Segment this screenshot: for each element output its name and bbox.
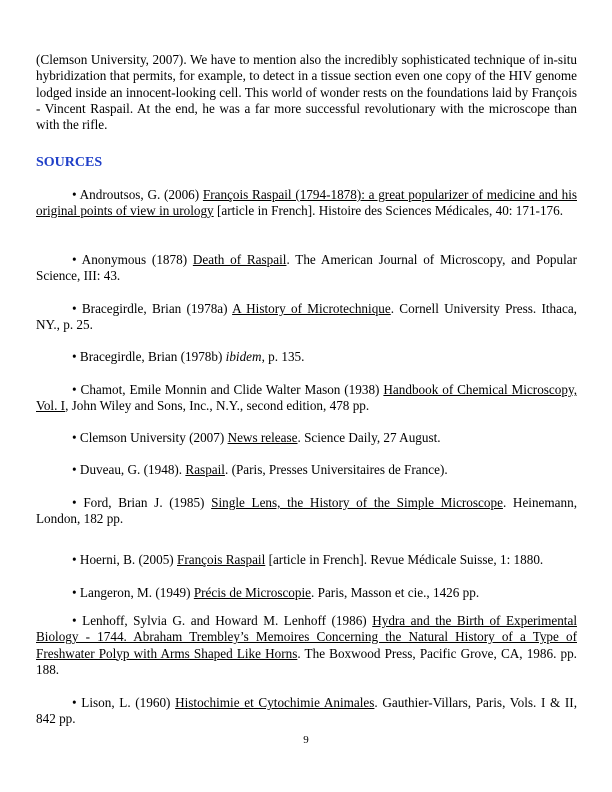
reference-details: . Cornell University Press. Ithaca, NY., p. 25. xyxy=(36,301,577,333)
reference-item xyxy=(36,552,577,568)
reference-item xyxy=(36,695,577,728)
bullet: • xyxy=(72,695,82,710)
bullet: • xyxy=(72,349,80,364)
reference-item xyxy=(36,382,577,415)
reference-item xyxy=(36,187,577,220)
reference-title: Hydra and the Birth of Experimental Biology - 1744. Abraham Trembley’s Memoires Concerning the Natural History of a Type of Freshwater Polyp with Arms Shaped Like Horns xyxy=(36,613,577,661)
reference-item xyxy=(36,430,577,446)
reference-title: Death of Raspail xyxy=(192,252,287,267)
reference-item xyxy=(36,301,577,334)
bullet: • xyxy=(72,252,82,267)
reference-title: Handbook of Chemical Microscopy, Vol. I xyxy=(36,382,577,414)
bullet: • xyxy=(72,301,82,316)
reference-details: . The Boxwood Press, Pacific Grove, CA, 1986. pp. 188. xyxy=(36,645,577,677)
reference-italic: ibidem xyxy=(225,349,262,364)
reference-author: Chamot, Emile Monnin and Clide Walter Mason (1938) xyxy=(80,382,384,397)
reference-author: Duveau, G. (1948). xyxy=(79,462,186,477)
reference-author: Clemson University (2007) xyxy=(79,430,228,445)
reference-author: Hoerni, B. (2005) xyxy=(79,552,177,567)
reference-author: Bracegirdle, Brian (1978a) xyxy=(81,301,233,316)
bullet: • xyxy=(72,613,83,628)
reference-title: Raspail xyxy=(185,462,225,477)
bullet: • xyxy=(72,430,80,445)
reference-author: Androutsos, G. (2006) xyxy=(79,187,203,202)
reference-details: , p. 135. xyxy=(261,349,305,364)
reference-author: Lison, L. (1960) xyxy=(81,695,176,710)
reference-title: François Raspail (1794-1878): a great popularizer of medicine and his original points of view in urology xyxy=(36,187,577,219)
reference-author: Bracegirdle, Brian (1978b) xyxy=(79,349,226,364)
reference-author: Langeron, M. (1949) xyxy=(79,585,194,600)
sources-heading: SOURCES xyxy=(36,155,103,171)
reference-title: Single Lens, the History of the Simple Microscope xyxy=(211,495,503,510)
page-number: 9 xyxy=(303,734,309,746)
reference-details: . Heinemann, London, 182 pp. xyxy=(36,495,577,527)
reference-details: . Gauthier-Villars, Paris, Vols. I & II, 842 pp. xyxy=(36,695,577,727)
reference-details: . The American Journal of Microscopy, and Popular Science, III: 43. xyxy=(36,252,578,284)
bullet: • xyxy=(72,382,81,397)
reference-title: Précis de Microscopie xyxy=(193,585,312,600)
reference-item xyxy=(36,613,577,678)
bullet: • xyxy=(72,552,80,567)
reference-author: Lenhoff, Sylvia G. and Howard M. Lenhoff (1986) xyxy=(82,613,373,628)
reference-title: A History of Microtechnique xyxy=(232,301,391,316)
reference-details: , John Wiley and Sons, Inc., N.Y., second edition, 478 pp. xyxy=(65,398,370,414)
reference-item xyxy=(36,462,577,478)
document-page xyxy=(36,52,577,171)
reference-title: News release xyxy=(227,430,298,445)
reference-details: . (Paris, Presses Universitaires de France). xyxy=(224,462,448,477)
bullet: • xyxy=(72,462,80,477)
reference-author: Anonymous (1878) xyxy=(81,252,193,267)
reference-author: Ford, Brian J. (1985) xyxy=(83,495,212,510)
reference-item xyxy=(36,349,577,365)
bullet: • xyxy=(72,585,80,600)
bullet: • xyxy=(72,495,84,510)
reference-item xyxy=(36,252,577,285)
reference-details: [article in French]. Revue Médicale Suisse, 1: 1880. xyxy=(265,552,544,567)
reference-details: . Science Daily, 27 August. xyxy=(297,430,441,445)
bullet: • xyxy=(72,187,80,202)
reference-item xyxy=(36,495,577,528)
reference-item xyxy=(36,585,577,601)
reference-details: . Paris, Masson et cie., 1426 pp. xyxy=(311,585,480,600)
reference-title: Histochimie et Cytochimie Animales xyxy=(175,695,375,710)
reference-details: [article in French]. Histoire des Sciences Médicales, 40: 171-176. xyxy=(213,203,564,219)
intro-paragraph: (Clemson University, 2007). We have to mention also the incredibly sophisticated technique of in-situ hybridization that permits, for example, to detect in a tissue section even one copy of the HIV genome lodged inside an innocent-looking cell. This world of wonder rests on the foundations laid by François - Vincent Raspail. At the end, he was a far more successful revolutionary with the microscope than with the rifle. xyxy=(36,52,577,133)
reference-title: François Raspail xyxy=(176,552,266,567)
